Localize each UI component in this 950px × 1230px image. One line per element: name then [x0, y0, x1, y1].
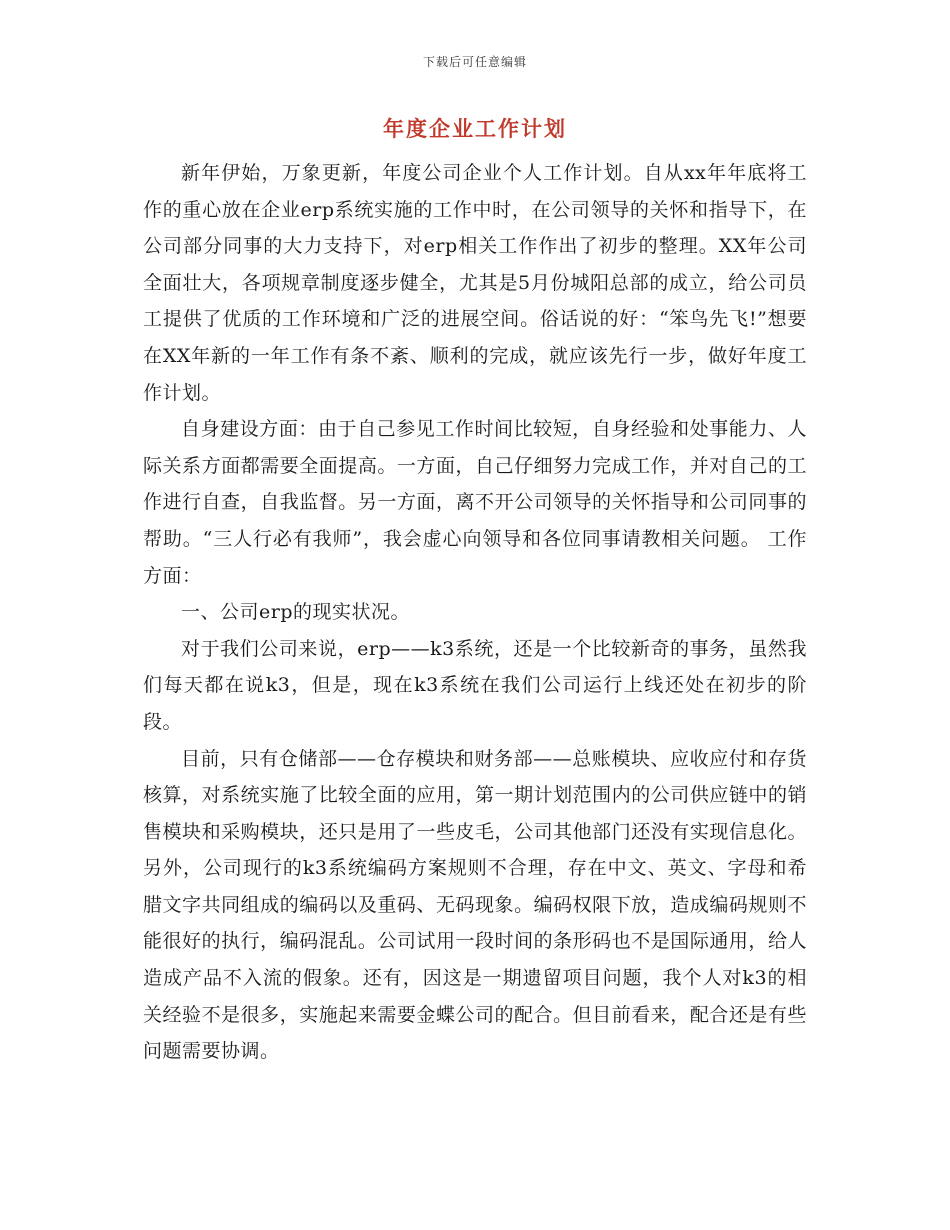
document-body: [143, 155, 807, 1070]
paragraph-intro: 新年伊始，万象更新，年度公司企业个人工作计划。自从xx年年底将工作的重心放在企业erp系统实施的工作中时，在公司领导的关怀和指导下，在公司部分同事的大力支持下，对erp相关工作作出了初步的整理。XX年公司全面壮大，各项规章制度逐步健全，尤其是5月份城阳总部的成立，给公司员工提供了优质的工作环境和广泛的进展空间。俗话说的好：“笨鸟先飞!”想要在XX年新的一年工作有条不紊、顺利的完成，就应该先行一步，做好年度工作计划。: [143, 162, 807, 404]
page-header-note: 下载后可任意编辑: [422, 55, 527, 69]
document-title: 年度企业工作计划: [383, 116, 567, 141]
paragraph-section-heading: 一、公司erp的现实状况。: [181, 601, 410, 624]
paragraph-current-status: 目前，只有仓储部——仓存模块和财务部——总账模块、应收应付和存货核算，对系统实施了比较全面的应用，第一期计划范围内的公司供应链中的销售模块和采购模块，还只是用了一些皮毛，公司其他部门还没有实现信息化。另外，公司现行的k3系统编码方案规则不合理，存在中文、英文、字母和希腊文字共同组成的编码以及重码、无码现象。编码权限下放，造成编码规则不能很好的执行，编码混乱。公司试用一段时间的条形码也不是国际通用，给人造成产品不入流的假象。还有，因这是一期遗留项目问题，我个人对k3的相关经验不是很多，实施起来需要金蝶公司的配合。但目前看来，配合还是有些问题需要协调。: [143, 747, 807, 1063]
paragraph-self-development: 自身建设方面：由于自己参见工作时间比较短，自身经验和处事能力、人际关系方面都需要全面提高。一方面，自己仔细努力完成工作，并对自己的工作进行自查，自我监督。另一方面，离不开公司领导的关怀指导和公司同事的帮助。“三人行必有我师”，我会虚心向领导和各位同事请教相关问题。 工作方面：: [143, 418, 807, 587]
paragraph-erp-overview: 对于我们公司来说，erp——k3系统，还是一个比较新奇的事务，虽然我们每天都在说k3，但是，现在k3系统在我们公司运行上线还处在初步的阶段。: [143, 637, 807, 733]
